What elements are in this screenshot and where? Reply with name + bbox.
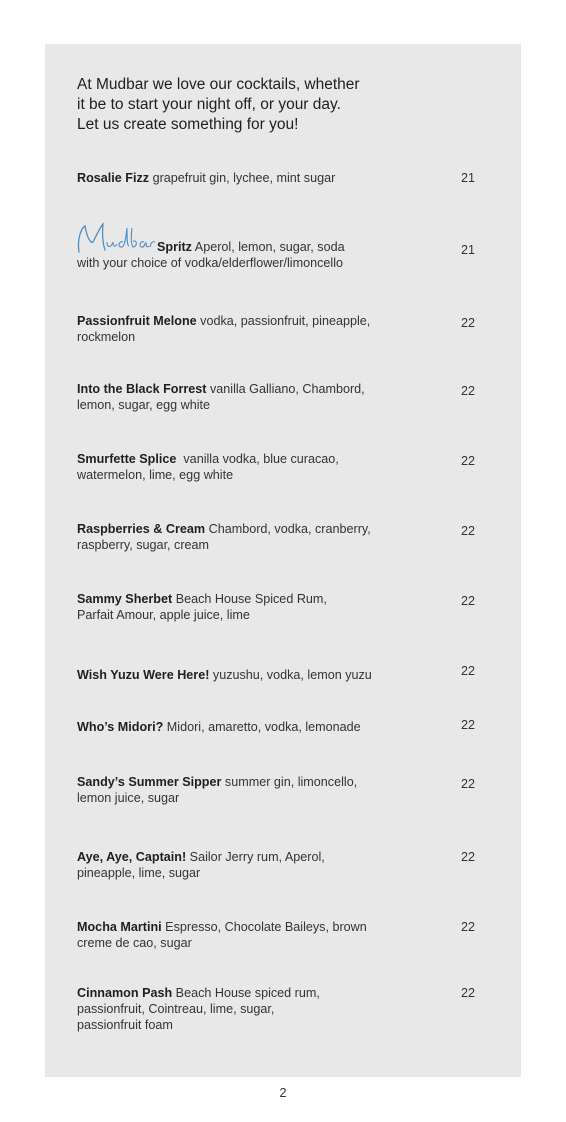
cocktail-name: Aye, Aye, Captain! (77, 850, 187, 864)
cocktail-item (77, 381, 437, 413)
cocktail-name: Mocha Martini (77, 920, 162, 934)
cocktail-item (77, 919, 437, 951)
cocktail-price: 21 (461, 243, 476, 257)
cocktail-item (77, 591, 437, 623)
cocktail-description: raspberry, sugar, cream (77, 538, 210, 552)
cocktail-item (77, 849, 437, 881)
cocktail-description: passionfruit, Cointreau, lime, sugar, (77, 1002, 275, 1016)
cocktail-price: 22 (461, 850, 476, 864)
cocktail-description: Aperol, lemon, sugar, soda (191, 240, 345, 254)
cocktail-description: creme de cao, sugar (77, 936, 192, 950)
cocktail-price: 22 (461, 384, 476, 398)
cocktail-item (157, 239, 457, 255)
page-number: 2 (279, 1086, 287, 1100)
cocktail-description: watermelon, lime, egg white (77, 468, 234, 482)
cocktail-item (77, 719, 437, 735)
cocktail-name: Smurfette Splice (77, 452, 177, 466)
cocktail-description: yuzushu, vodka, lemon yuzu (209, 668, 372, 682)
cocktail-item (77, 774, 437, 806)
cocktail-name: Rosalie Fizz (77, 171, 150, 185)
cocktail-description: Sailor Jerry rum, Aperol, (186, 850, 325, 864)
cocktail-description: vodka, passionfruit, pineapple, (196, 314, 371, 328)
cocktail-name: Sandy’s Summer Sipper (77, 775, 222, 789)
cocktail-name: Who’s Midori? (77, 720, 164, 734)
cocktail-name: Spritz (157, 240, 192, 254)
cocktail-description: Beach House Spiced Rum, (172, 592, 327, 606)
cocktail-price: 21 (461, 171, 476, 185)
cocktail-name: Into the Black Forrest (77, 382, 207, 396)
cocktail-description: Espresso, Chocolate Baileys, brown (161, 920, 367, 934)
cocktail-description: vanilla vodka, blue curacao, (176, 452, 339, 466)
cocktail-price: 22 (461, 920, 476, 934)
cocktail-price: 22 (461, 986, 476, 1000)
cocktail-price: 22 (461, 524, 476, 538)
cocktail-name: Wish Yuzu Were Here! (77, 668, 210, 682)
cocktail-description: Chambord, vodka, cranberry, (205, 522, 371, 536)
cocktail-description: passionfruit foam (77, 1018, 173, 1032)
cocktail-name: Passionfruit Melone (77, 314, 197, 328)
intro-text (77, 75, 457, 135)
cocktail-price: 22 (461, 777, 476, 791)
cocktail-name: Raspberries & Cream (77, 522, 206, 536)
cocktail-price: 22 (461, 664, 476, 678)
cocktail-name: Cinnamon Pash (77, 986, 173, 1000)
cocktail-price: 22 (461, 594, 476, 608)
cocktail-description: lemon juice, sugar (77, 791, 180, 805)
cocktail-description: summer gin, limoncello, (221, 775, 358, 789)
cocktail-description: vanilla Galliano, Chambord, (206, 382, 365, 396)
cocktail-description: pineapple, lime, sugar (77, 866, 201, 880)
cocktail-item (77, 985, 437, 1033)
cocktail-description: rockmelon (77, 330, 136, 344)
cocktail-item (77, 451, 437, 483)
cocktail-description: grapefruit gin, lychee, mint sugar (149, 171, 336, 185)
intro-line: Let us create something for you! (77, 116, 299, 133)
cocktail-price: 22 (461, 718, 476, 732)
cocktail-item (77, 313, 437, 345)
intro-line: it be to start your night off, or your day. (77, 96, 341, 113)
cocktail-price: 22 (461, 316, 476, 330)
cocktail-description: Midori, amaretto, vodka, lemonade (163, 720, 361, 734)
cocktail-description: Parfait Amour, apple juice, lime (77, 608, 250, 622)
cocktail-item (77, 667, 437, 683)
cocktail-price: 22 (461, 454, 476, 468)
cocktail-item (77, 521, 437, 553)
cocktail-description-line: with your choice of vodka/elderflower/limoncello (77, 256, 343, 270)
cocktail-name: Sammy Sherbet (77, 592, 173, 606)
intro-line: At Mudbar we love our cocktails, whether (77, 76, 360, 93)
mudbar-logo (75, 218, 155, 258)
cocktail-description: lemon, sugar, egg white (77, 398, 211, 412)
menu-panel (45, 44, 521, 1077)
cocktail-item (77, 170, 437, 186)
cocktail-description: Beach House spiced rum, (172, 986, 320, 1000)
